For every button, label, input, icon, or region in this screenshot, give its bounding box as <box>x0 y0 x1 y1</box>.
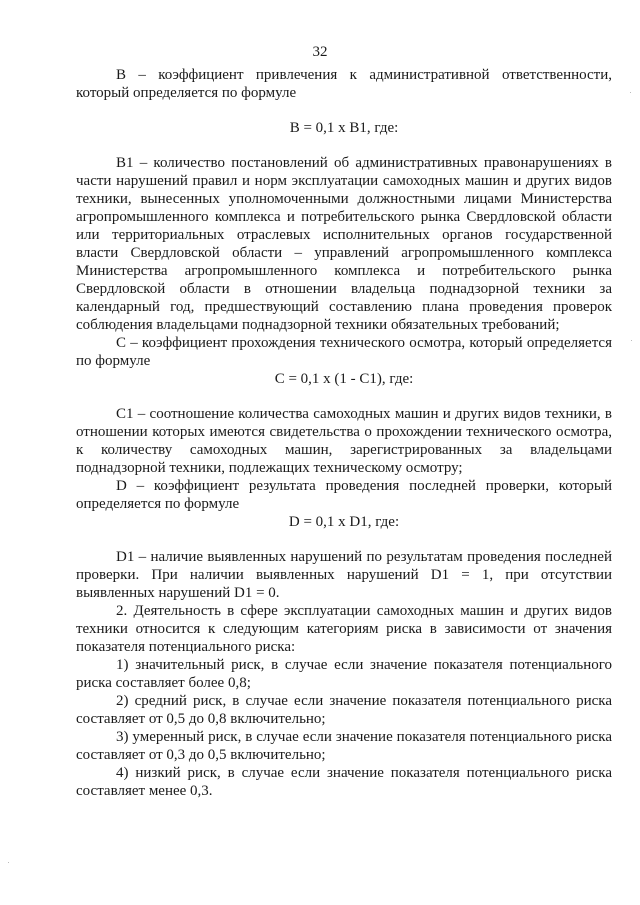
list-item-risk-4: 4) низкий риск, в случае если значение показателя потенциального риска составляет менее 0,3. <box>76 765 612 799</box>
list-item-risk-3: 3) умеренный риск, в случае если значение показателя потенциального риска составляет от 0,3 до 0,5 включительно; <box>76 729 612 763</box>
paragraph-c-coefficient: С – коэффициент прохождения технического осмотра, который определяется по формуле <box>76 335 612 369</box>
paragraph-b1-definition: В1 – количество постановлений об административных правонарушениях в части нарушений правил и норм эксплуатации самоходных машин и других видов техники, вынесенных уполномоченными должностными лицами Министерства агропромышленного комплекса и потребительского рынка Свердловской области или территориальных отраслевых исполнительных органов государственной власти Свердловской области – управлений агропромышленного комплекса Министерства агропромышленного комплекса и потребительского рынка Свердловской области в отношении владельца поднадзорной техники за календарный год, предшествующий составлению плана проведения проверок соблюдения владельцами поднадзорной техники обязательных требований; <box>76 155 612 333</box>
formula-b: В = 0,1 x В1, где: <box>289 120 399 136</box>
page-number: 32 <box>312 44 328 60</box>
list-item-risk-1: 1) значительный риск, в случае если значение показателя потенциального риска составляет более 0,8; <box>76 657 612 691</box>
list-item-risk-2: 2) средний риск, в случае если значение показателя потенциального риска составляет от 0,5 до 0,8 включительно; <box>76 693 612 727</box>
paragraph-c1-definition: С1 – соотношение количества самоходных машин и других видов техники, в отношении которых имеются свидетельства о прохождении технического осмотра, к количеству самоходных машин, зарегистрированных за владельцами поднадзорной техники, подлежащих техническому осмотру; <box>76 406 612 476</box>
paragraph-b-coefficient: В – коэффициент привлечения к административной ответственности, который определяется по формуле <box>76 67 612 101</box>
formula-c: С = 0,1 x (1 - С1), где: <box>274 371 414 387</box>
document-body <box>76 66 612 800</box>
formula-d: D = 0,1 x D1, где: <box>288 514 400 530</box>
paragraph-item-2: 2. Деятельность в сфере эксплуатации самоходных машин и других видов техники относится к следующим категориям риска в зависимости от значения показателя потенциального риска: <box>76 603 612 655</box>
paragraph-d-coefficient: D – коэффициент результата проведения последней проверки, который определяется по формуле <box>76 478 612 512</box>
paragraph-d1-definition: D1 – наличие выявленных нарушений по результатам проведения последней проверки. При наличии выявленных нарушений D1 = 1, при отсутствии выявленных нарушений D1 = 0. <box>76 549 612 601</box>
